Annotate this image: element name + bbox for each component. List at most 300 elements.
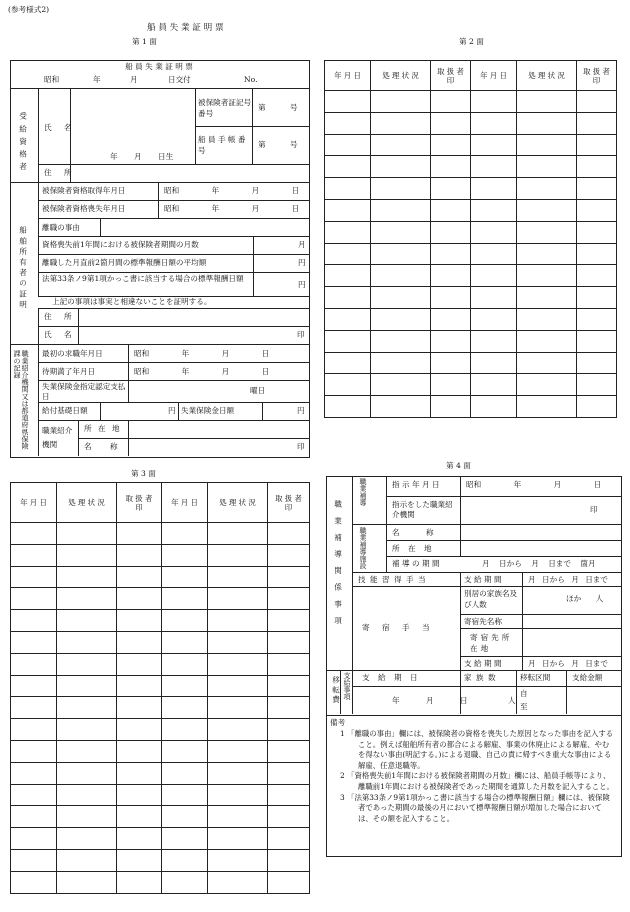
blank-cell [325,91,371,113]
blank-cell [208,828,268,850]
birth-date-line: 年 月 日生 [110,152,174,161]
page2-label: 第 2 面 [459,37,484,46]
blank-cell [162,566,208,588]
blank-row [11,566,310,588]
blank-cell [268,871,310,893]
average-label: 離職した月直前2箇月間の標準報酬日額の平均額 [42,258,207,267]
family-label: 別居の家族名及び人数 [464,589,518,609]
blank-cell [162,631,208,653]
blank-row [11,631,310,653]
blank-cell [208,653,268,675]
blank-cell [471,352,517,374]
blank-cell [371,178,431,200]
blank-cell [117,566,162,588]
blank-cell [431,112,471,134]
blank-cell [431,178,471,200]
blank-cell [577,134,617,156]
p2-header-handler1: 取 扱 者 印 [431,61,471,91]
weekday-unit: 曜日 [250,386,266,395]
blank-row [325,221,617,243]
blank-cell [371,287,431,309]
p2-header-date2: 年 月 日 [471,61,517,91]
agency-seal: 印 [297,442,305,451]
blank-row [11,653,310,675]
blank-cell [162,653,208,675]
seaman-book-label: 船 員 手 帳 番 号 [198,135,246,155]
blank-row [11,784,310,806]
facility-location-label: 所 在 地 [392,544,435,553]
blank-cell [371,156,431,178]
instruct-agency-label: 指示をした職業紹介機関 [392,500,453,519]
benefit-amount-label: 失業保険金日額 [181,406,235,415]
blank-cell [11,566,57,588]
blank-cell [471,396,517,418]
blank-cell [162,849,208,871]
benefit-day-label: 失業保険金指定認定支払日 [42,382,126,401]
blank-cell [57,762,117,784]
blank-cell [517,265,577,287]
blank-cell [208,784,268,806]
blank-cell [162,719,208,741]
page4-label: 第 4 面 [446,461,471,470]
blank-row [325,178,617,200]
blank-cell [325,112,371,134]
acquire-date-label: 被保険者資格取得年月日 [42,186,126,195]
blank-cell [57,806,117,828]
blank-cell [57,697,117,719]
blank-cell [117,806,162,828]
insured-number-label: 被保険者証記号番号 [198,98,252,118]
blank-cell [268,566,310,588]
blank-cell [57,631,117,653]
blank-cell [577,308,617,330]
lose-date-value: 昭和 年 月 日 [164,204,300,213]
first-job-value: 昭和 年 月 日 [134,349,270,358]
blank-cell [268,610,310,632]
p3-header-status2: 処 理 状 況 [208,483,268,523]
agency-location-label: 所 在 地 [84,424,122,433]
wait-complete-value: 昭和 年 月 日 [134,367,270,376]
blank-cell [162,871,208,893]
blank-cell [517,308,577,330]
instruct-date-label: 指 示 年 月 日 [392,480,440,489]
blank-cell [471,374,517,396]
blank-cell [117,544,162,566]
seaman-book-unit: 第 号 [258,140,298,149]
blank-cell [208,566,268,588]
blank-cell [517,199,577,221]
pay-date-value: 年 月 日 [392,696,468,705]
skill-allowance-label: 技 能 習 得 手 当 [358,575,427,584]
blank-cell [471,91,517,113]
blank-cell [577,330,617,352]
blank-cell [117,697,162,719]
blank-cell [371,374,431,396]
blank-cell [268,740,310,762]
p3-header-handler2: 取 扱 者 印 [268,483,310,523]
issue-number: No. [244,75,258,84]
p3-header-date2: 年 月 日 [162,483,208,523]
guidance-group-label: 職業補導関係事項 [333,500,343,633]
blank-cell [11,849,57,871]
blank-cell [577,243,617,265]
blank-cell [371,134,431,156]
blank-cell [268,784,310,806]
form-title: 船 員 失 業 証 明 票 [147,23,224,33]
blank-cell [517,178,577,200]
months-unit: 月 [298,240,306,249]
blank-cell [208,697,268,719]
family-value: ほか 人 [566,594,604,603]
blank-cell [517,287,577,309]
blank-row [11,828,310,850]
blank-cell [117,653,162,675]
blank-cell [11,828,57,850]
page3-table [10,482,310,894]
blank-cell [471,112,517,134]
blank-cell [577,156,617,178]
blank-cell [117,871,162,893]
lodging-name-label: 寄宿先名称 [464,617,502,626]
blank-cell [471,330,517,352]
blank-cell [325,221,371,243]
pay-date-label: 支 給 期 日 [362,673,421,682]
blank-cell [517,112,577,134]
owner-seal: 印 [297,330,305,339]
blank-cell [208,675,268,697]
blank-row [325,243,617,265]
blank-cell [325,396,371,418]
issue-year: 年 [93,75,101,84]
blank-row [11,849,310,871]
blank-cell [325,374,371,396]
blank-row [11,610,310,632]
blank-cell [577,352,617,374]
p3-header-date1: 年 月 日 [11,483,57,523]
blank-cell [208,762,268,784]
page1-label: 第 1 面 [132,37,157,46]
blank-cell [162,588,208,610]
blank-cell [162,740,208,762]
blank-cell [577,112,617,134]
blank-cell [517,156,577,178]
blank-cell [268,675,310,697]
skill-pay-period-label: 支 給 期 間 [464,575,502,584]
blank-row [11,544,310,566]
blank-cell [577,221,617,243]
blank-cell [431,221,471,243]
blank-cell [117,675,162,697]
lodging-pay-period-value: 月 日から 月 日まで [528,659,608,668]
reference-format-label: (参考様式2) [8,5,50,14]
lodging-pay-period-label: 支 給 期 間 [464,659,502,668]
blank-cell [57,653,117,675]
blank-cell [117,588,162,610]
separation-reason-label: 離職の事由 [42,223,80,232]
p3-header-status1: 処 理 状 況 [57,483,117,523]
blank-cell [208,740,268,762]
blank-cell [517,134,577,156]
blank-row [325,396,617,418]
benefit-amount-yen: 円 [297,406,305,415]
blank-cell [325,134,371,156]
blank-cell [471,156,517,178]
blank-cell [162,784,208,806]
blank-row [11,588,310,610]
lodging-allowance-label: 寄 宿 手 当 [362,623,430,632]
blank-row [11,806,310,828]
blank-row [325,199,617,221]
pay-amount-label: 支給金額 [572,673,603,682]
blank-cell [577,199,617,221]
blank-cell [325,156,371,178]
blank-cell [371,112,431,134]
law-article-unit: 円 [298,280,306,289]
guidance-sub-label: 職業補導 [359,478,367,506]
blank-cell [208,849,268,871]
blank-cell [471,287,517,309]
blank-cell [517,330,577,352]
agency-label: 職業紹介機関 [42,426,73,449]
blank-cell [11,588,57,610]
first-job-label: 最初の求職年月日 [42,349,103,358]
months-label: 資格喪失前1年間における被保険者期間の月数 [42,240,199,249]
blank-cell [325,287,371,309]
blank-cell [162,610,208,632]
blank-cell [471,199,517,221]
blank-cell [117,610,162,632]
guidance-period-label: 補 導 の 期 間 [392,559,440,568]
facility-sub-label: 職業補導施設 [359,527,367,569]
blank-cell [57,588,117,610]
issue-day: 日交付 [168,75,191,84]
blank-cell [431,134,471,156]
blank-cell [431,330,471,352]
from-label: 自 [520,689,528,698]
name-label: 氏 名 [44,123,77,132]
office-group-label: 職業紹介機関又は都道府県保険課の記録 [13,350,30,450]
page3-label: 第 3 面 [131,469,156,478]
blank-cell [11,784,57,806]
blank-cell [11,631,57,653]
law-article-label: 法第33条ノ9第1項かっこ書に該当する場合の標準報酬日額 [42,274,244,283]
blank-row [11,740,310,762]
blank-cell [11,653,57,675]
blank-cell [162,675,208,697]
blank-cell [117,523,162,545]
blank-cell [325,330,371,352]
owner-group-label: 船舶所有者の証明 [18,226,28,311]
blank-cell [57,740,117,762]
wait-complete-label: 待期満了年月日 [42,367,96,376]
blank-cell [208,806,268,828]
blank-cell [11,610,57,632]
blank-cell [117,784,162,806]
blank-cell [471,178,517,200]
blank-cell [117,740,162,762]
p2-header-handler2: 取 扱 者 印 [577,61,617,91]
certification-text: 上記の事項は事実と相違ないことを証明する。 [52,297,212,306]
skill-pay-period-value: 月 日から 月 日まで [528,575,608,584]
blank-cell [11,871,57,893]
blank-cell [117,849,162,871]
blank-cell [11,523,57,545]
blank-cell [268,849,310,871]
moving-expense-label: 移転費 [331,676,341,705]
p2-header-status1: 処 理 状 況 [371,61,431,91]
blank-cell [431,156,471,178]
blank-row [11,697,310,719]
blank-cell [371,265,431,287]
guidance-period-value: 月 日から 月 日まで 箇月 [482,559,596,568]
blank-row [325,91,617,113]
facility-name-label: 名 称 [392,528,434,537]
blank-cell [268,828,310,850]
blank-row [325,308,617,330]
blank-cell [57,523,117,545]
blank-cell [57,544,117,566]
blank-cell [268,697,310,719]
p2-header-status2: 処 理 状 況 [517,61,577,91]
blank-cell [208,719,268,741]
blank-row [325,112,617,134]
blank-cell [471,265,517,287]
blank-cell [325,178,371,200]
blank-cell [431,199,471,221]
blank-cell [117,762,162,784]
blank-cell [117,631,162,653]
blank-cell [471,308,517,330]
blank-cell [57,675,117,697]
base-daily-label: 給付基礎日額 [42,406,88,415]
blank-cell [471,134,517,156]
blank-cell [268,653,310,675]
owner-address-label: 住 所 [44,312,77,321]
blank-cell [57,828,117,850]
blank-cell [268,544,310,566]
blank-cell [57,849,117,871]
recipient-group-label: 受給資格者 [18,112,28,175]
blank-cell [371,308,431,330]
blank-row [325,352,617,374]
blank-cell [431,287,471,309]
blank-cell [431,243,471,265]
move-range-label: 移転区間 [520,673,551,682]
blank-cell [577,265,617,287]
blank-cell [577,396,617,418]
blank-cell [517,243,577,265]
blank-cell [57,784,117,806]
blank-row [325,330,617,352]
base-daily-yen: 円 [168,406,176,415]
acquire-date-value: 昭和 年 月 日 [164,186,300,195]
blank-cell [577,374,617,396]
blank-cell [577,178,617,200]
note-2: 2 「資格喪失前1年間における被保険者期間の月数」欄には、船員手帳等により、離職前1年間における被保険者であった期間を通算した月数を記入すること。 [340,771,614,791]
average-unit: 円 [298,258,306,267]
blank-cell [208,523,268,545]
blank-row [11,719,310,741]
to-label: 至 [520,702,528,711]
note-1: 1 「離職の事由」欄には、被保険者の資格を喪失した原因となった事由を記入すること。例えば船舶所有者の都合による解雇、事業の休廃止による解雇、やむを得ない事由(明記する。)による退職、自己の責に帰すべき重大な事由による解雇、任意退職等。 [340,729,614,770]
blank-cell [577,91,617,113]
blank-cell [268,719,310,741]
blank-cell [371,243,431,265]
blank-cell [431,265,471,287]
blank-cell [11,762,57,784]
blank-cell [162,828,208,850]
pay-items-label: 支給事項 [343,672,351,700]
blank-cell [268,631,310,653]
blank-cell [162,697,208,719]
blank-row [11,675,310,697]
note-3: 3 「法第33条ノ9第1項かっこ書に該当する場合の標準報酬日額」欄には、被保険者であった期間の最後の月において標準報酬日額が増加した場合においては、その額を記入すること。 [340,792,610,823]
blank-cell [11,719,57,741]
blank-cell [517,352,577,374]
blank-cell [325,352,371,374]
blank-cell [57,566,117,588]
blank-cell [517,396,577,418]
blank-cell [208,588,268,610]
blank-row [325,265,617,287]
family-count-label: 家 族 数 [464,673,497,682]
blank-cell [11,697,57,719]
blank-cell [517,221,577,243]
owner-name-label: 氏 名 [44,330,77,339]
blank-cell [325,243,371,265]
issue-era: 昭和 [44,75,60,84]
notes-title: 備考 [330,718,346,727]
blank-cell [57,719,117,741]
blank-cell [117,828,162,850]
recipient-address-label: 住 所 [44,168,77,177]
blank-cell [325,265,371,287]
insured-number-unit: 第 号 [258,103,298,112]
lose-date-label: 被保険者資格喪失年月日 [42,204,126,213]
blank-cell [208,610,268,632]
agency-name-label: 名 称 [84,442,118,451]
blank-row [325,374,617,396]
blank-cell [57,871,117,893]
lodging-address-label: 寄宿先所在地 [470,633,513,653]
blank-cell [11,544,57,566]
p3-header-handler1: 取 扱 者 印 [117,483,162,523]
blank-cell [371,330,431,352]
blank-cell [117,719,162,741]
blank-cell [471,243,517,265]
blank-cell [371,199,431,221]
blank-cell [268,588,310,610]
blank-cell [471,221,517,243]
instruct-agency-seal: 印 [590,505,598,514]
blank-cell [325,308,371,330]
blank-cell [162,544,208,566]
blank-cell [431,91,471,113]
blank-cell [517,91,577,113]
blank-row [11,871,310,893]
blank-cell [11,675,57,697]
blank-cell [371,352,431,374]
notes-list [340,729,616,824]
blank-cell [371,91,431,113]
blank-cell [57,610,117,632]
person-unit: 人 [508,696,516,705]
blank-row [11,523,310,545]
blank-cell [162,806,208,828]
blank-cell [268,806,310,828]
blank-cell [371,396,431,418]
blank-row [325,287,617,309]
